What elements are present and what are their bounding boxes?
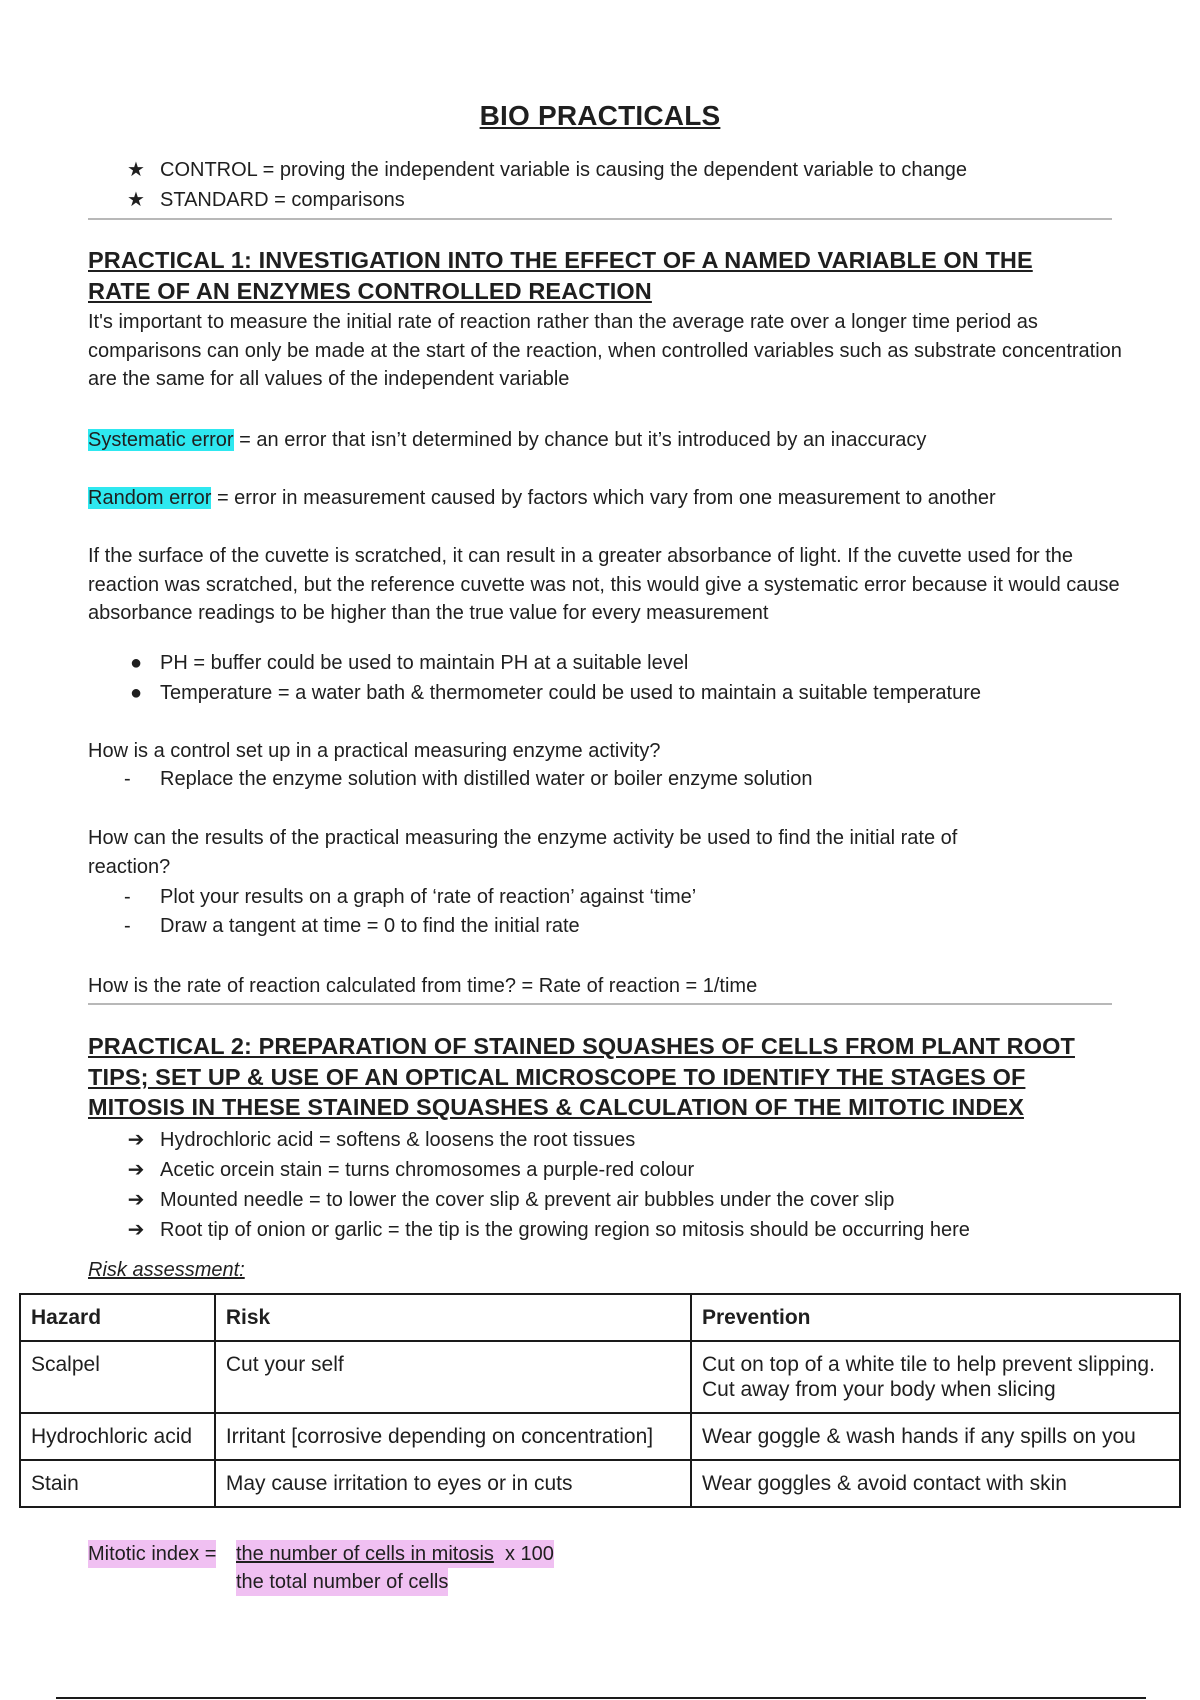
systematic-error-definition: Systematic error = an error that isn’t determined by chance but it’s introduced by an inaccuracy — [88, 429, 927, 451]
table-cell: Cut on top of a white tile to help prevent slipping. Cut away from your body when slicing — [691, 1341, 1180, 1413]
cuvette-paragraph: If the surface of the cuvette is scratched, it can result in a greater absorbance of light. If the cuvette used for the reaction was scratched, but the reference cuvette was not, this would give a systematic error because it would cause absorbance readings to be higher than the true value for every measurement — [88, 545, 1120, 624]
initial-rate-paragraph: It's important to measure the initial rate of reaction rather than the average rate over a longer time period as comparisons can only be made at the start of the reaction, when controlled variables such as substrate concentration are the same for all values of the independent variable — [88, 311, 1122, 390]
page-title: BIO PRACTICALS — [479, 100, 721, 131]
star-icon: ★ — [127, 189, 145, 211]
mitotic-index-label: Mitotic index = — [88, 1540, 216, 1568]
rate-calculation: How is the rate of reaction calculated from time? = Rate of reaction = 1/time — [88, 975, 758, 997]
list-item: ➔ Acetic orcein stain = turns chromosomes a purple-red colour — [0, 1155, 970, 1185]
star-icon: ★ — [127, 159, 145, 181]
list-item: ★ CONTROL = proving the independent variable is causing the dependent variable to change — [0, 155, 967, 185]
mitotic-index-denominator: the total number of cells — [236, 1568, 448, 1596]
table-cell: Hydrochloric acid — [20, 1413, 215, 1460]
list-item: ➔ Root tip of onion or garlic = the tip is the growing region so mitosis should be occurring here — [0, 1215, 970, 1245]
risk-assessment-label: Risk assessment: — [88, 1259, 245, 1281]
table-cell: Cut your self — [215, 1341, 691, 1413]
table-cell: Irritant [corrosive depending on concentration] — [215, 1413, 691, 1460]
initial-rate-question-line2: reaction? — [88, 856, 171, 878]
table-cell: Stain — [20, 1460, 215, 1507]
table-cell: Wear goggle & wash hands if any spills on you — [691, 1413, 1180, 1460]
column-header: Prevention — [691, 1294, 1180, 1341]
control-question: How is a control set up in a practical measuring enzyme activity? — [88, 740, 661, 762]
section-divider — [88, 218, 1112, 220]
list-item: ● PH = buffer could be used to maintain PH at a suitable level — [0, 648, 981, 678]
variable-control-list — [0, 648, 981, 708]
arrow-icon: ➔ — [127, 1159, 145, 1181]
practical1-heading: PRACTICAL 1: INVESTIGATION INTO THE EFFECT OF A NAMED VARIABLE ON THE RATE OF AN ENZYMES CONTROLLED REACTION — [88, 247, 1033, 304]
arrow-icon: ➔ — [127, 1189, 145, 1211]
bullet-icon: ● — [129, 652, 143, 674]
table-cell: Wear goggles & avoid contact with skin — [691, 1460, 1180, 1507]
random-error-definition: Random error = error in measurement caused by factors which vary from one measurement to another — [88, 487, 996, 509]
section-divider — [88, 1003, 1112, 1005]
initial-rate-answer: - Draw a tangent at time = 0 to find the initial rate — [124, 912, 580, 940]
arrow-icon: ➔ — [127, 1129, 145, 1151]
random-error-term: Random error — [88, 487, 212, 509]
list-item: ➔ Mounted needle = to lower the cover slip & prevent air bubbles under the cover slip — [0, 1185, 970, 1215]
table-row — [20, 1413, 1180, 1460]
dash-icon: - — [124, 768, 131, 790]
mitotic-index-numerator: the number of cells in mitosis x 100 — [236, 1540, 554, 1568]
systematic-error-term: Systematic error — [88, 429, 234, 451]
initial-rate-question-line1: How can the results of the practical measuring the enzyme activity be used to find the initial rate of — [88, 827, 958, 849]
practical2-heading: PRACTICAL 2: PREPARATION OF STAINED SQUASHES OF CELLS FROM PLANT ROOT TIPS; SET UP & USE OF AN OPTICAL MICROSCOPE TO IDENTIFY THE STAGES OF MITOSIS IN THESE STAINED SQUASHES & CALCULATION OF THE MITOTIC INDEX — [88, 1033, 1075, 1120]
dash-icon: - — [124, 915, 131, 937]
footer-divider — [56, 1697, 1146, 1699]
equipment-list — [0, 1125, 970, 1245]
dash-icon: - — [124, 886, 131, 908]
bullet-icon: ● — [129, 682, 143, 704]
risk-assessment-table — [19, 1293, 1181, 1508]
column-header: Risk — [215, 1294, 691, 1341]
intro-list — [0, 155, 967, 215]
arrow-icon: ➔ — [127, 1219, 145, 1241]
list-item: ★ STANDARD = comparisons — [0, 185, 967, 215]
table-row — [20, 1460, 1180, 1507]
table-cell: Scalpel — [20, 1341, 215, 1413]
table-cell: May cause irritation to eyes or in cuts — [215, 1460, 691, 1507]
table-header-row — [20, 1294, 1180, 1341]
initial-rate-answer: - Plot your results on a graph of ‘rate of reaction’ against ‘time’ — [124, 883, 696, 911]
control-answer: - Replace the enzyme solution with distilled water or boiler enzyme solution — [124, 765, 813, 793]
list-item: ● Temperature = a water bath & thermometer could be used to maintain a suitable temperature — [0, 678, 981, 708]
column-header: Hazard — [20, 1294, 215, 1341]
list-item: ➔ Hydrochloric acid = softens & loosens the root tissues — [0, 1125, 970, 1155]
table-row — [20, 1341, 1180, 1413]
